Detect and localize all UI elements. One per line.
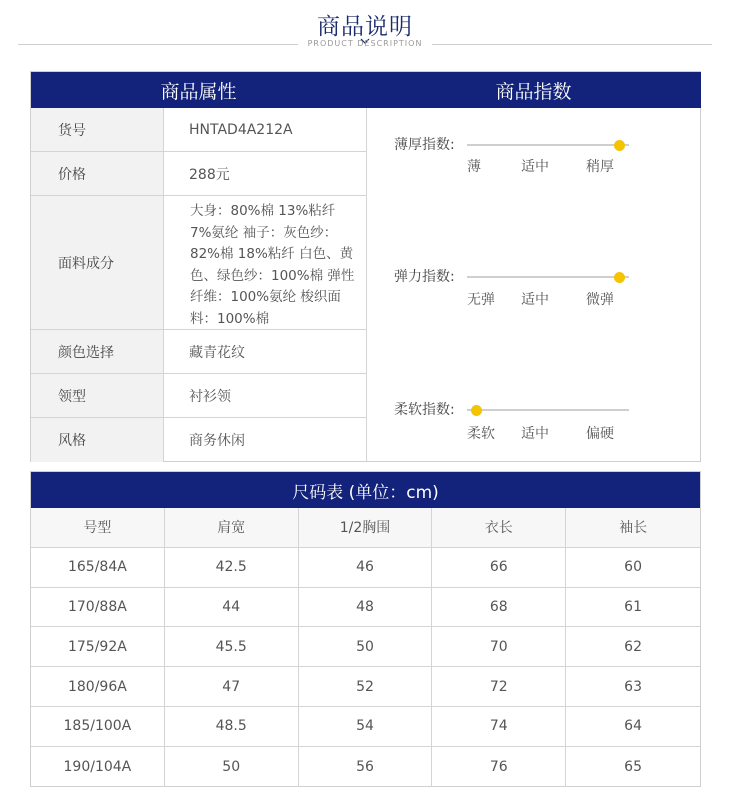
table-row xyxy=(31,548,700,588)
section-header xyxy=(0,0,730,60)
table-cell: 44 xyxy=(165,588,299,627)
table-cell: 74 xyxy=(432,707,566,746)
table-row xyxy=(31,588,700,628)
thickness-index-marker xyxy=(614,140,625,151)
table-cell: 65 xyxy=(624,758,642,775)
attribute-value: 大身：80%棉 13%粘纤 7%氨纶 袖子：灰色纱：82%棉 18%粘纤 白色、黄色、绿色纱：100%棉 弹性纤维：100%氨纶 梭织面料：100%棉 xyxy=(190,203,355,327)
attribute-value: 藏青花纹 xyxy=(189,344,245,361)
table-cell: 185/100A xyxy=(31,707,165,746)
thickness-tick-mid: 适中 xyxy=(521,159,549,175)
table-cell: 50 xyxy=(165,747,299,787)
attribute-key: 领型 xyxy=(31,374,164,417)
thickness-tick-high: 稍厚 xyxy=(586,159,614,175)
attribute-value: 288元 xyxy=(189,166,230,183)
table-cell: 180/96A xyxy=(31,667,165,706)
column-header: 号型 xyxy=(31,508,165,547)
table-cell: 68 xyxy=(432,588,566,627)
column-header: 衣长 xyxy=(432,508,566,547)
indices-heading: 商品指数 xyxy=(366,72,701,108)
attribute-value: 商务休闲 xyxy=(189,433,245,449)
elasticity-tick-low: 无弹 xyxy=(467,292,495,308)
attribute-key: 风格 xyxy=(31,418,164,462)
elasticity-index-track xyxy=(467,276,629,278)
softness-index-marker xyxy=(471,405,482,416)
section-subtitle: PRODUCT DESCRIPTION xyxy=(307,39,423,48)
product-attributes-table xyxy=(30,71,701,462)
elasticity-tick-mid: 适中 xyxy=(521,292,549,308)
table-cell: 165/84A xyxy=(31,548,165,587)
size-chart-grid xyxy=(31,508,700,787)
table-cell: 170/88A xyxy=(31,588,165,627)
table-cell: 175/92A xyxy=(31,627,165,666)
section-title: 商品说明 xyxy=(317,14,413,40)
table-cell: 46 xyxy=(299,548,433,587)
table-row xyxy=(31,747,700,787)
softness-tick-high: 偏硬 xyxy=(586,426,614,442)
indices-panel xyxy=(366,108,701,462)
column-header: 袖长 xyxy=(619,520,648,537)
elasticity-index-label: 弹力指数: xyxy=(394,269,455,285)
attribute-row-color xyxy=(31,330,366,374)
thickness-tick-low: 薄 xyxy=(467,159,481,175)
attribute-value: 衬衫领 xyxy=(189,388,231,405)
attribute-row-price xyxy=(31,152,366,196)
attribute-row-style xyxy=(31,418,366,462)
size-chart-table xyxy=(30,471,701,787)
table-cell: 61 xyxy=(624,598,642,615)
size-chart-title: 尺码表 (单位：cm) xyxy=(31,472,700,508)
attributes-panel xyxy=(31,108,366,462)
attribute-row-fabric xyxy=(31,196,366,330)
attribute-row-sku xyxy=(31,108,366,152)
attribute-value: HNTAD4A212A xyxy=(189,121,293,138)
table-cell: 72 xyxy=(432,667,566,706)
thickness-index-label: 薄厚指数: xyxy=(394,137,455,153)
table-row xyxy=(31,627,700,667)
table-cell: 190/104A xyxy=(31,747,165,787)
table-cell: 54 xyxy=(299,707,433,746)
size-chart-header-row xyxy=(31,508,700,548)
table-cell: 66 xyxy=(432,548,566,587)
attribute-key: 货号 xyxy=(31,108,164,151)
table-cell: 62 xyxy=(624,638,642,655)
attribute-key: 价格 xyxy=(31,152,164,195)
attribute-row-collar xyxy=(31,374,366,418)
softness-index-track xyxy=(467,409,629,411)
table-cell: 48.5 xyxy=(165,707,299,746)
table-cell: 70 xyxy=(432,627,566,666)
table-cell: 63 xyxy=(624,678,642,695)
table-cell: 42.5 xyxy=(165,548,299,587)
table-cell: 64 xyxy=(624,718,642,735)
thickness-index-track xyxy=(467,144,629,146)
table-cell: 48 xyxy=(299,588,433,627)
table-cell: 60 xyxy=(624,559,642,576)
elasticity-tick-high: 微弹 xyxy=(586,292,614,308)
softness-tick-low: 柔软 xyxy=(467,426,495,442)
table-row xyxy=(31,667,700,707)
attribute-key: 面料成分 xyxy=(31,196,164,329)
softness-tick-mid: 适中 xyxy=(521,426,549,442)
table-cell: 52 xyxy=(299,667,433,706)
column-header: 1/2胸围 xyxy=(299,508,433,547)
elasticity-index-marker xyxy=(614,272,625,283)
attribute-key: 颜色选择 xyxy=(31,330,164,373)
column-header: 肩宽 xyxy=(165,508,299,547)
table-cell: 45.5 xyxy=(165,627,299,666)
table-cell: 50 xyxy=(299,627,433,666)
table-row xyxy=(31,707,700,747)
softness-index-label: 柔软指数: xyxy=(394,402,455,418)
table-cell: 47 xyxy=(165,667,299,706)
attributes-heading: 商品属性 xyxy=(31,72,366,108)
table-cell: 76 xyxy=(432,747,566,787)
table-cell: 56 xyxy=(299,747,433,787)
